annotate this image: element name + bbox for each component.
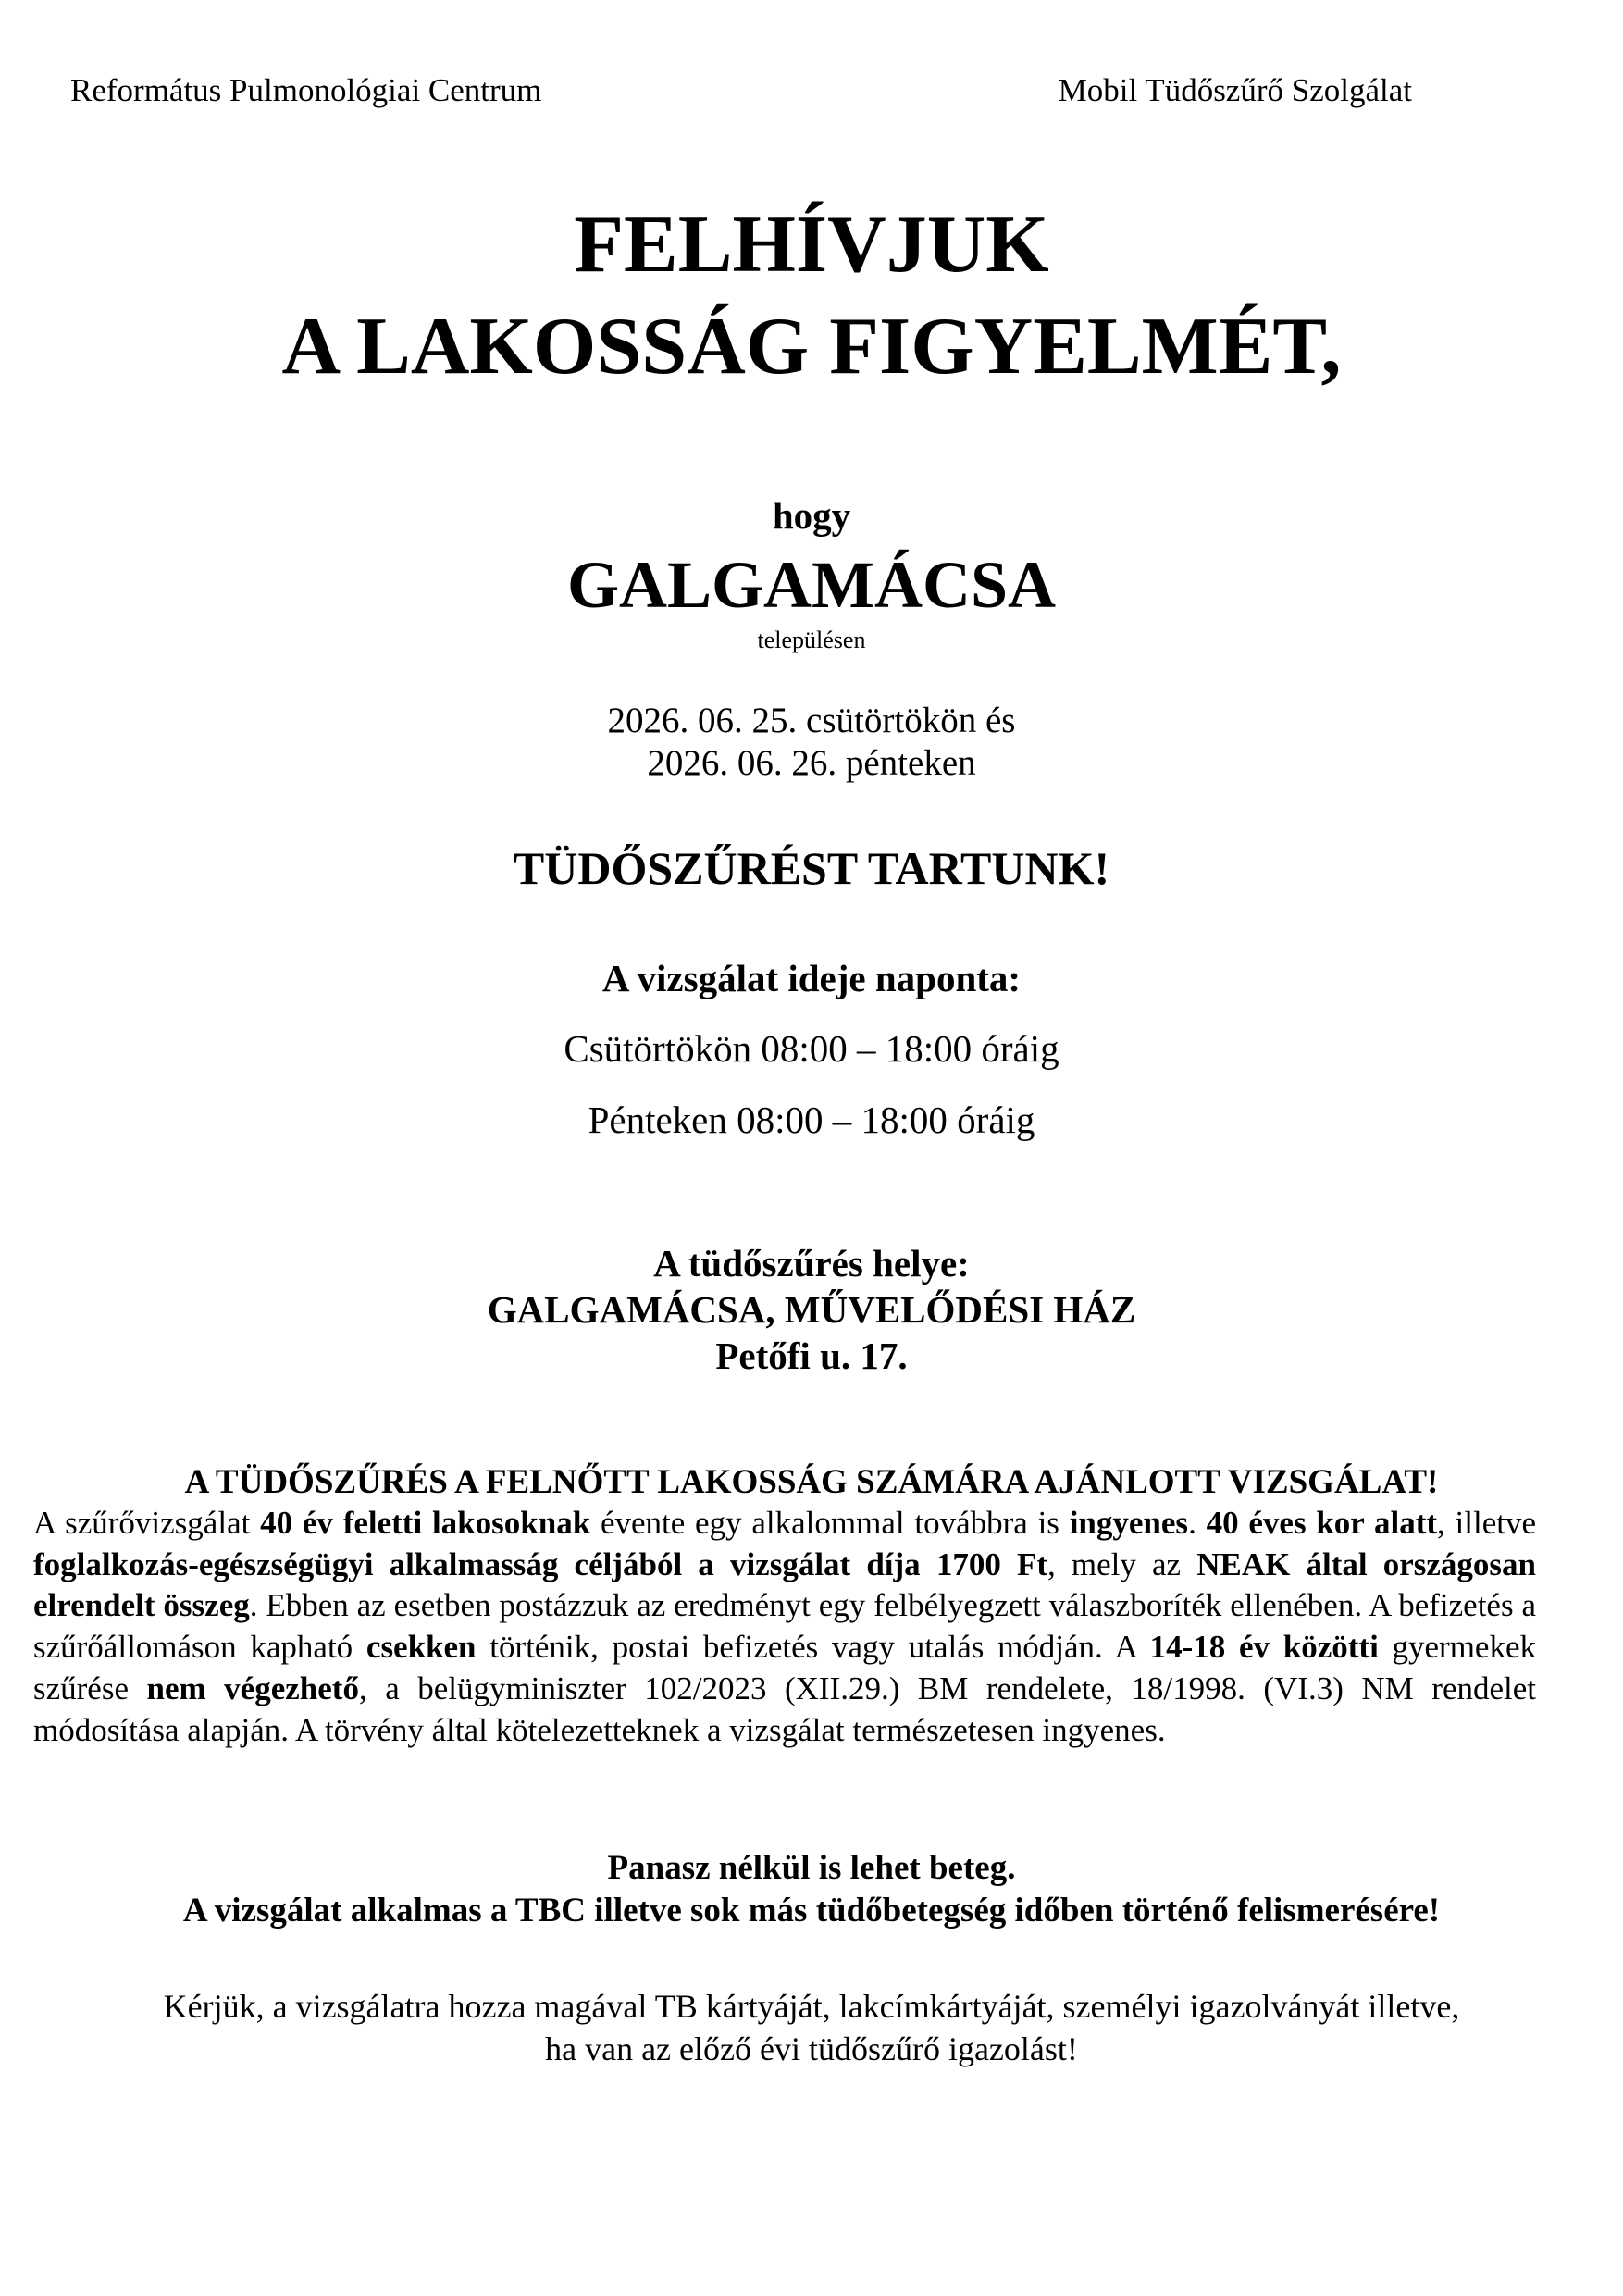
title-line-2: A LAKOSSÁG FIGYELMÉT, — [281, 302, 1342, 391]
info-text-4: , illetve — [1437, 1505, 1537, 1541]
info-text-2: évente egy alkalommal továbbra is — [590, 1505, 1070, 1541]
documents-request — [0, 1985, 1623, 2070]
location-heading: A tüdőszűrés helye: — [653, 1242, 970, 1285]
request-line-2: ha van az előző évi tüdőszűrő igazolást! — [545, 2030, 1078, 2067]
settlement-suffix: településen — [757, 627, 866, 653]
screening-dates — [0, 700, 1623, 785]
info-bold-4: foglalkozás-egészségügyi alkalmasság céljából a vizsgálat díja 1700 Ft — [33, 1545, 1047, 1582]
main-title — [0, 194, 1623, 398]
info-text-8: gyermekek szűrése — [33, 1629, 1536, 1706]
info-bold-6: csekken — [365, 1629, 477, 1666]
schedule-heading: A vizsgálat ideje naponta: — [601, 957, 1022, 999]
location-block — [0, 1240, 1623, 1379]
info-heading: A TÜDŐSZŰRÉS A FELNŐTT LAKOSSÁG SZÁMÁRA AJÁNLOTT VIZSGÁLAT! — [184, 1463, 1439, 1501]
info-bold-7: 14-18 év közötti — [1149, 1629, 1379, 1666]
info-text-3: . — [1188, 1505, 1207, 1541]
request-line-1: Kérjük, a vizsgálatra hozza magával TB kártyáját, lakcímkártyáját, személyi igazolványát illetve, — [163, 1988, 1460, 2025]
date-line-2: 2026. 06. 26. pénteken — [647, 743, 976, 783]
info-bold-5: NEAK által országosan elrendelt összeg — [33, 1545, 1536, 1624]
info-text-1: A szűrővizsgálat — [33, 1505, 261, 1541]
info-text-9: , a belügyminiszter 102/2023 (XII.29.) BM rendelete, 18/1998. (VI.3) NM rendelet módosítása alapján. A törvény által kötelezetteknek a vizsgálat természetesen ingyenes. — [33, 1669, 1536, 1748]
info-bold-1: 40 év feletti lakosoknak — [260, 1505, 591, 1541]
header-service: Mobil Tüdőszűrő Szolgálat — [1058, 72, 1412, 108]
date-line-1: 2026. 06. 25. csütörtökön és — [607, 701, 1016, 740]
location-address: Petőfi u. 17. — [715, 1334, 908, 1377]
announcement: TÜDŐSZŰRÉST TARTUNK! — [513, 842, 1110, 894]
info-bold-8: nem végezhető — [146, 1669, 359, 1706]
closing-line-2: A vizsgálat alkalmas a TBC illetve sok más tüdőbetegség időben történő felismerésére! — [182, 1892, 1441, 1930]
schedule-thursday: Csütörtökön 08:00 – 18:00 óráig — [564, 1027, 1059, 1070]
location-venue: GALGAMÁCSA, MŰVELŐDÉSI HÁZ — [487, 1288, 1136, 1331]
intro-hogy: hogy — [772, 494, 851, 537]
schedule-friday: Pénteken 08:00 – 18:00 óráig — [588, 1098, 1035, 1141]
closing-line-1: Panasz nélkül is lehet beteg. — [607, 1849, 1016, 1887]
info-bold-3: 40 éves kor alatt — [1206, 1505, 1438, 1541]
info-text-6: . Ebben az esetben postázzuk az eredményt egy felbélyegzett válaszboríték ellenében. A befizetés a szűrőállomáson kapható — [33, 1587, 1536, 1666]
header-organization: Református Pulmonológiai Centrum — [70, 72, 542, 108]
info-paragraph — [33, 1503, 1536, 1751]
title-line-1: FELHÍVJUK — [574, 200, 1049, 290]
town-name: GALGAMÁCSA — [566, 548, 1056, 622]
info-text-5: , mely az — [1047, 1545, 1197, 1582]
info-bold-2: ingyenes — [1069, 1505, 1189, 1541]
closing-statement — [0, 1847, 1623, 1932]
info-text-7: történik, postai befizetés vagy utalás módján. A — [476, 1629, 1150, 1666]
